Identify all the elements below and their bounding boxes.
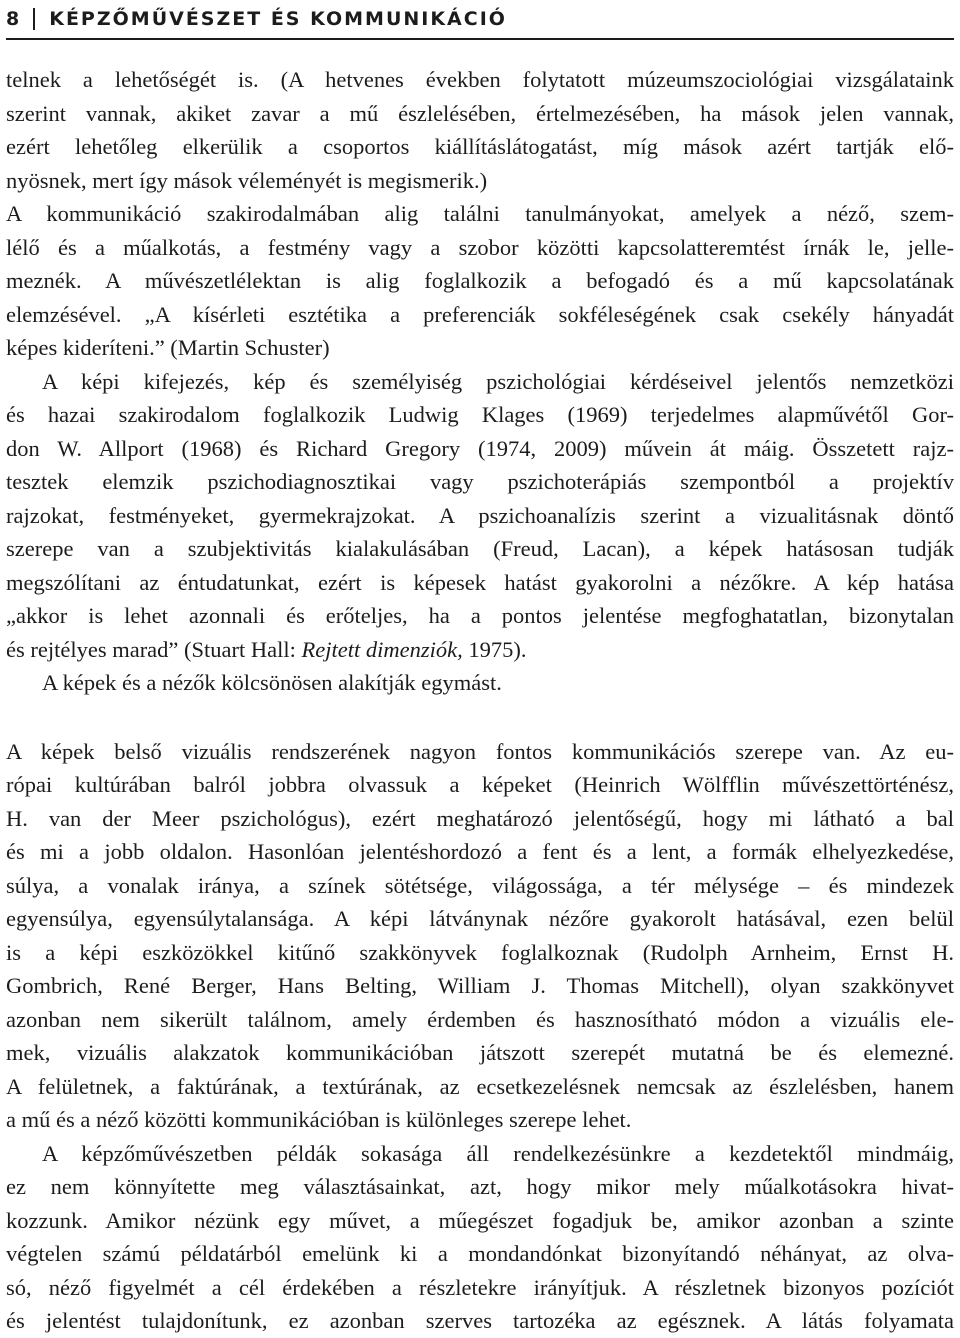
text-line: H. van der Meer pszichológus), ezért meghatározó jelentőségű, hogy mi látható a bal (6, 805, 954, 831)
citation-lead: és rejtélyes marad” (Stuart Hall: (6, 636, 302, 662)
body-text (6, 63, 954, 1338)
text-line: és mi a jobb oldalon. Hasonlóan jelentéshordozó a fent és a lent, a formák elhelyezkedése, (6, 839, 954, 864)
text-line: és hazai szakirodalom foglalkozik Ludwig Klages (1969) terjedelmes alapművétől Gor- (6, 402, 954, 427)
citation-title: Rejtett dimenziók, (301, 636, 463, 662)
text-line: kozzunk. Amikor nézünk egy művet, a műegészet fogadjuk be, amikor azonban a szinte (6, 1207, 954, 1233)
text-line: és jelentést tulajdonítunk, ez azonban szerves tartozéka az egésznek. A látás folyamata (6, 1308, 954, 1333)
text-line: megszólítani az éntudatunkat, ezért is képesek hatást gyakorolni a nézőkre. A kép hatása (6, 569, 954, 595)
text-line: nyösnek, mert így mások véleményét is megismerik.) (6, 167, 488, 193)
text-line: mek, vizuális alakzatok kommunikációban játszott szerepét mutatná be és elemezné. (6, 1040, 954, 1065)
text-line: elemzésével. „A kísérleti esztétika a preferenciák sokféleségének csak csekély hányadát (6, 301, 954, 327)
text-line: A képi kifejezés, kép és személyiség pszichológiai kérdéseivel jelentős nemzetközi (42, 368, 954, 394)
text-line: rajzokat, festményeket, gyermekrajzokat. A pszichoanalízis szerint a vizualitásnak döntő (6, 502, 954, 528)
text-line: rópai kultúrában balról jobbra olvassuk a képeket (Heinrich Wölfflin művészettörténész, (6, 772, 954, 797)
text-line: meznék. A művészetlélektan is alig foglalkozik a befogadó és a mű kapcsolatának (6, 268, 954, 293)
text-line: A felületnek, a faktúrának, a textúrának, az ecsetkezelésnek nemcsak az észlelésben, hanem (6, 1073, 954, 1099)
text-line: don W. Allport (1968) és Richard Gregory (1974, 2009) művein át máig. Összetett rajz- (6, 435, 954, 461)
text-line: is a képi eszközökkel kitűnő szakkönyvek foglalkoznak (Rudolph Arnheim, Ernst H. (6, 939, 954, 965)
paragraph-gap (6, 700, 954, 735)
text-line: ez nem könnyítette meg választásainkat, azt, hogy mikor mely műalkotásokra hivat- (6, 1174, 954, 1199)
text-line: azonban nem sikerült találnom, amely érdemben és hasznosítható módon a vizuális ele- (6, 1006, 954, 1032)
text-line: tesztek elemzik pszichodiagnosztikai vagy pszichoterápiás szempontból a projektív (6, 469, 954, 494)
text-line: ezért lehetőleg elkerülik a csoportos kiállításlátogatást, míg mások azért tartják elő- (6, 134, 954, 159)
running-title: KÉPZŐMŰVÉSZET ÉS KOMMUNIKÁCIÓ (49, 8, 507, 30)
citation-year: 1975). (462, 636, 527, 662)
text-line-with-citation (6, 633, 954, 667)
text-line: súlya, a vonalak iránya, a színek sötétsége, világossága, a tér mélysége – és mindezek (6, 872, 954, 898)
text-line: lélő és a műalkotás, a festmény vagy a szobor közötti kapcsolatteremtést írnák le, jelle- (6, 234, 954, 260)
text-line: A képek belső vizuális rendszerének nagyon fontos kommunikációs szerepe van. Az eu- (6, 738, 954, 764)
header-separator (33, 8, 35, 30)
text-line: egyensúlya, egyensúlytalansága. A képi látványnak nézőre gyakorolt hatásával, ezen belül (6, 906, 954, 931)
text-line: „akkor is lehet azonnali és erőteljes, ha a pontos jelentése megfoghatatlan, bizonytalan (6, 603, 954, 628)
text-line: szerint vannak, akiket zavar a mű észlelésében, értelmezésében, ha mások jelen vannak, (6, 100, 954, 126)
text-line: szerepe van a szubjektivitás kialakulásában (Freud, Lacan), a képek hatásosan tudják (6, 536, 954, 561)
text-line: só, néző figyelmét a cél érdekében a részletekre irányítjuk. A részletnek bizonyos pozíciót (6, 1274, 954, 1300)
page-number: 8 (6, 8, 22, 30)
text-line: Gombrich, René Berger, Hans Belting, William J. Thomas Mitchell), olyan szakkönyvet (6, 973, 954, 998)
text-line: A képek és a nézők kölcsönösen alakítják egymást. (42, 670, 502, 695)
text-line: A kommunikáció szakirodalmában alig találni tanulmányokat, amelyek a néző, szem- (6, 201, 954, 226)
text-line: a mű és a néző közötti kommunikációban is különleges szerepe lehet. (6, 1107, 632, 1132)
text-line: A képzőművészetben példák sokasága áll rendelkezésünkre a kezdetektől mindmáig, (42, 1140, 954, 1166)
running-header (6, 0, 954, 40)
text-line: telnek a lehetőségét is. (A hetvenes években folytatott múzeumszociológiai vizsgálataink (6, 67, 954, 92)
text-line: végtelen számú példatárból emelünk ki a mondandónkat bizonyítandó néhányat, az olva- (6, 1241, 954, 1266)
text-line: képes kideríteni.” (Martin Schuster) (6, 335, 330, 360)
